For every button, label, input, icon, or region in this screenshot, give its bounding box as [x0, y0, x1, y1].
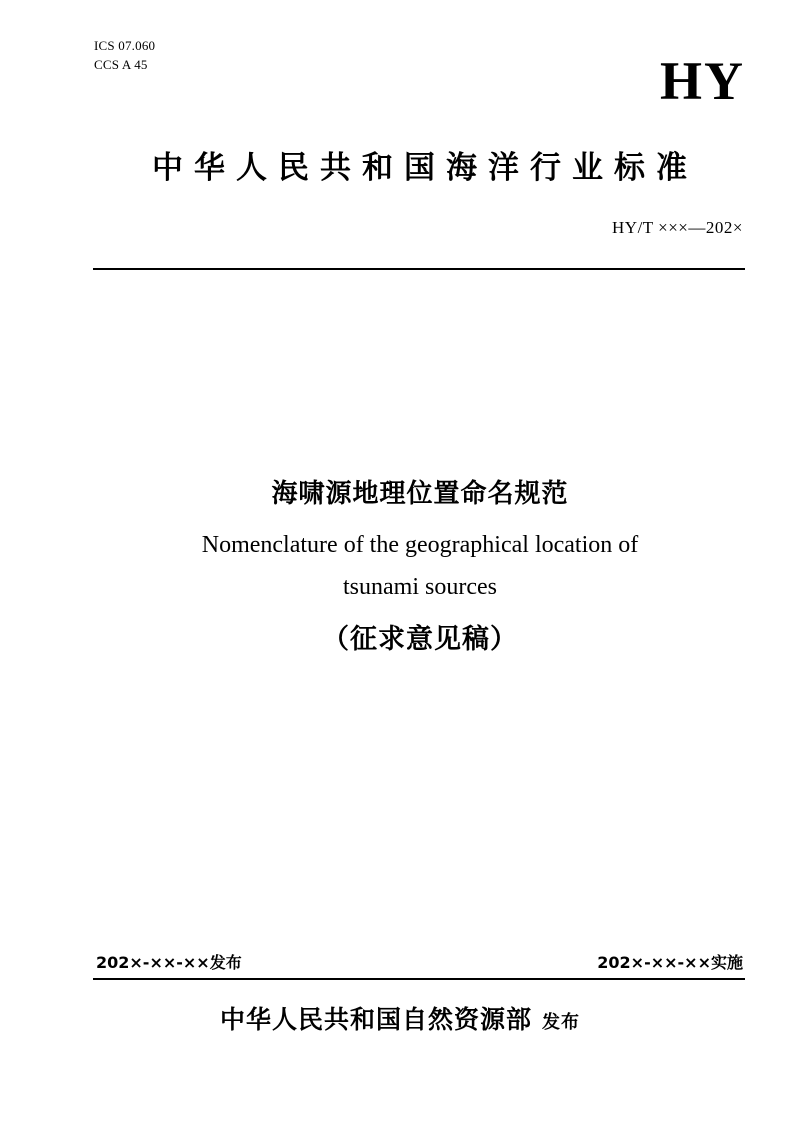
- standard-number: HY/T ×××—202×: [612, 218, 743, 237]
- document-title-en-line2: tsunami sources: [343, 574, 497, 600]
- document-title-block: [100, 476, 740, 658]
- document-title-en: [100, 524, 740, 608]
- footer-divider: [93, 978, 745, 980]
- issuing-authority: [0, 1000, 800, 1036]
- authority-title: 中华人民共和国海洋行业标准: [152, 150, 698, 186]
- header-divider: [93, 268, 745, 270]
- classification-codes: [94, 36, 155, 74]
- hy-logo: HY: [660, 51, 745, 111]
- effective-date: 202×-××-××实施: [597, 953, 743, 972]
- document-title-cn: 海啸源地理位置命名规范: [271, 479, 569, 509]
- issue-word: 发布: [542, 1012, 580, 1033]
- document-title-en-line1: Nomenclature of the geographical location of: [201, 532, 639, 558]
- ics-code: ICS 07.060: [94, 38, 156, 53]
- ccs-code: CCS A 45: [94, 57, 148, 72]
- footer-dates: [96, 950, 743, 973]
- issuing-authority-name: 中华人民共和国自然资源部: [219, 1005, 532, 1034]
- release-date: 202×-××-××发布: [96, 953, 242, 972]
- draft-status: （征求意见稿）: [322, 624, 518, 655]
